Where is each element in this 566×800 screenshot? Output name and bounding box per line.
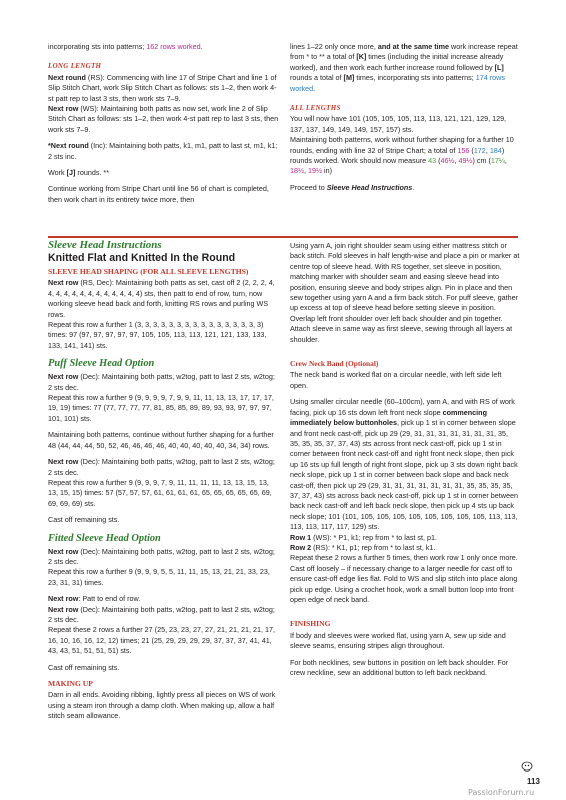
variable: [J] [66, 168, 76, 178]
paragraph-crew-pickup [290, 397, 520, 532]
section-title: Sleeve Head Instructions [48, 239, 162, 251]
paragraph-fitted-next-row-2 [48, 605, 280, 626]
paragraph-stitch-count: You will now have 101 (105, 105, 105, 113, 113, 121, 121, 129, 129, 137, 137, 149, 149, 149, 157, 157) sts. [290, 114, 507, 134]
text: times (including the initial increase already worked), and then work each further increase round followed by [290, 52, 504, 72]
paragraph-crew-intro: The neck band is worked flat on a circular needle, with left side left open. [290, 370, 502, 390]
long-length-heading: LONG LENGTH [48, 62, 102, 71]
text: lines 1–22 only once more, [290, 42, 378, 51]
paragraph-puff-next-row-2 [48, 457, 280, 478]
page-number: 113 [527, 777, 540, 786]
finishing-heading: FINISHING [290, 619, 331, 629]
paragraph-next-row [48, 104, 280, 135]
label: Next round [48, 72, 86, 82]
text: . [200, 42, 203, 51]
text: . [313, 83, 316, 93]
top-right-column [290, 42, 520, 199]
value-green: 43 [428, 156, 437, 166]
watermark: PassionForum.ru [468, 788, 535, 797]
text: work increase repeat from * to ** a total of [290, 42, 518, 62]
label: Next row [48, 372, 79, 382]
rows-count-highlight: 174 rows worked [290, 73, 505, 93]
paragraph-row-1 [290, 533, 520, 543]
text: , [454, 156, 459, 166]
paragraph-fitted-next-row [48, 547, 280, 568]
text: (RS): Commencing with line 17 of Stripe Chart and line 1 of Slip Stitch Chart, work Slip Stitch Chart as follows: sts 1–2, then work 4-st patt rep to last 3 sts, then work sts 7–9. [48, 72, 277, 103]
text: in) [322, 166, 332, 176]
text: (Dec): Maintaining both patts, w2tog, patt to last 2 sts, w2tog; 2 sts dec. [48, 546, 275, 566]
value-blue: 172 [473, 145, 486, 155]
paragraph-maintaining [290, 135, 520, 177]
paragraph-shaping-next-row [48, 278, 280, 320]
link-sleeve-head: Sleeve Head Instructions [326, 182, 413, 192]
text: (Inc): Maintaining both patts, k1, m1, patt to last st, m1, k1; 2 sts inc. [48, 141, 278, 161]
paragraph-lines-1-22 [290, 42, 520, 94]
label: Row 2 [290, 542, 312, 552]
text: Using smaller circular needle (60–100cm), yarn A, and with RS of work facing, pick up 16 sts down left front neck slope [290, 397, 515, 417]
paragraph-fitted-cast-off: Cast off remaining sts. [48, 662, 120, 672]
paragraph-puff-repeat-2: Repeat this row a further 9 (9, 9, 9, 7, 9, 11, 11, 11, 11, 13, 13, 15, 13, 13, 15, 15) times: 57 (57, 57, 57, 61, 61, 61, 61, 65, 65, 65, 65, 65, 69, 69, 69, 69) sts. [48, 477, 272, 508]
text: ( [436, 156, 441, 166]
paragraph-row-repeat: Repeat these 2 rows a further 5 times, then work row 1 only once more. Cast off loosely – if necessary change to a larger needle for cast off to ensure cast-off edge lies flat. Fold to WS and slip stitch into place along pick up edge. Using a crochet hook, work a small button loop into front open edge of neck band. [290, 553, 518, 604]
paragraph-finishing-seams: If body and sleeves were worked flat, using yarn A, sew up side and sleeve seams, ensuring stripes align throughout. [290, 630, 506, 651]
sleeve-head-shaping-heading: SLEEVE HEAD SHAPING (FOR ALL SLEEVE LENGTHS) [48, 267, 249, 276]
paragraph-join-shoulder: Using yarn A, join right shoulder seam using either mattress stitch or back stitch. Fold sleeves in half length-wise and place a pin or marker at centre top of sleeve head. With RS together, set sleeve in position, matching marker with shoulder seam and easing sleeve head into position, ensuring sleeve and body stripes align. Pin in place and then sew together using yarn A and a firm back stitch. For puff sleeve, gather up excess at top of sleeve head before setting sleeve in position. Overlap left front shoulder over left back shoulder and pin together. Attach sleeve in same way as first sleeve, sewing through all layers at shoulder. [290, 241, 520, 344]
paragraph-making-up: Darn in all ends. Avoiding ribbing, lightly press all pieces on WS of work using a steam iron through a damp cloth. When making up, allow a half stitch seam allowance. [48, 690, 276, 721]
label: Next row [48, 278, 79, 288]
text: . [412, 182, 415, 192]
text: ( [469, 145, 474, 155]
section-divider [48, 236, 518, 238]
value-magenta: 156 [457, 145, 470, 155]
variable: [K] [356, 52, 367, 62]
sleeve-head-column [48, 239, 280, 728]
paragraph-fitted-patt [48, 594, 280, 604]
sheep-mascot-icon [520, 760, 534, 776]
label: Next row [48, 104, 79, 114]
label: Next row [48, 604, 79, 614]
paragraph-increase-round [48, 141, 280, 162]
puff-sleeve-title: Puff Sleeve Head Option [48, 358, 155, 370]
text: rounds a total of [290, 73, 344, 83]
value-magenta: 19½ [308, 166, 322, 176]
label: Row 1 [290, 532, 312, 542]
text: (WS): * P1, k1; rep from * to last st, p1. [311, 532, 437, 542]
text: (Dec): Maintaining both patts, w2tog, patt to last 2 sts, w2tog; 2 sts dec. [48, 457, 275, 477]
text: : Patt to end of row. [78, 594, 141, 604]
text: (WS): Maintaining both patts as now set, work line 2 of Slip Stitch Chart as follows: sts 1–2, then work 4-st patt rep to last 3 sts, then work sts 7–9. [48, 104, 279, 134]
paragraph-puff-cast-off: Cast off remaining sts. [48, 515, 120, 525]
text: Work [48, 168, 67, 178]
text: incorporating sts into patterns; [48, 42, 147, 51]
paragraph-puff-repeat: Repeat this row a further 9 (9, 9, 9, 9, 7, 9, 9, 11, 11, 13, 13, 17, 17, 17, 19, 19) times: 77 (77, 77, 77, 77, 81, 85, 85, 89, 89, 93, 93, 97, 97, 97, 101, 101) sts. [48, 393, 274, 423]
paragraph-work-rounds [48, 168, 280, 178]
text: Maintaining both patterns, work without further shaping for a further 10 rounds, ending with line 32 of Stripe Chart; a total of [290, 135, 514, 155]
paragraph-proceed [290, 183, 520, 193]
text: , [504, 156, 507, 166]
paragraph-fitted-repeat-2: Repeat these 2 rows a further 27 (25, 23, 23, 27, 27, 21, 21, 21, 21, 17, 16, 10, 16, 16, 12, 12) times; 21 (25, 29, 29, 29, 29, 37, 37, 37, 41, 41, 43, 43, 51, 51, 51, 51) sts. [48, 625, 275, 656]
paragraph-rows-worked-162 [48, 42, 280, 52]
assembly-column [290, 241, 520, 684]
emphasis: and at the same time [377, 42, 450, 51]
top-left-column [48, 42, 280, 211]
text: , [485, 145, 490, 155]
paragraph-shaping-repeat: Repeat this row a further 1 (3, 3, 3, 3, 3, 3, 3, 3, 3, 3, 3, 3, 3, 3, 3, 3) times: 97 (97, 97, 97, 97, 97, 105, 105, 113, 113, 121, 121, 133, 133, 133, 141, 141) sts. [48, 320, 267, 350]
emphasis: commencing immediately below buttonholes [290, 407, 487, 428]
value-magenta: 49½ [458, 156, 473, 166]
text: times, incorporating sts into patterns; [354, 73, 476, 83]
paragraph-puff-next-row [48, 372, 280, 393]
label: *Next round [48, 141, 89, 151]
text: Proceed to [290, 182, 327, 192]
fitted-sleeve-title: Fitted Sleeve Head Option [48, 532, 161, 544]
label: Next row [48, 546, 79, 556]
variable: [L] [494, 62, 504, 72]
text: (RS): * K1, p1; rep from * to last st, k1. [311, 542, 436, 552]
making-up-heading: MAKING UP [48, 679, 93, 688]
paragraph-fitted-repeat: Repeat this row a further 9 (9, 9, 9, 5, 5, 11, 11, 15, 13, 21, 21, 33, 23, 23, 31, 31) times. [48, 567, 270, 587]
paragraph-puff-maintaining: Maintaining both patterns, continue without further shaping for a further 48 (44, 44, 44, 50, 52, 46, 46, 46, 46, 40, 40, 40, 40, 40, 34, 34) rows. [48, 430, 274, 450]
paragraph-finishing-buttons: For both necklines, sew buttons in position on left back shoulder. For crew neckline, sew an additional button to left back neckband. [290, 657, 509, 678]
rows-count-highlight: 162 rows worked [146, 42, 201, 51]
text: ) rounds worked. Work should now measure [290, 145, 505, 166]
text: , [304, 166, 308, 176]
value-blue: 184 [489, 145, 502, 155]
label: Next row [48, 457, 79, 467]
all-lengths-heading: ALL LENGTHS [290, 104, 341, 113]
section-subtitle: Knitted Flat and Knitted In the Round [48, 252, 236, 264]
value-magenta: 46½ [440, 156, 455, 166]
text: ) cm ( [472, 156, 491, 166]
text: (Dec): Maintaining both patts, w2tog, patt to last 2 sts, w2tog; 2 sts dec. [48, 604, 275, 624]
value-green: 17¼ [490, 156, 505, 166]
text: (RS, Dec): Maintaining both patts as set, cast off 2 (2, 2, 2, 4, 4, 4, 4, 4, 4, 4, 4, 4, 4, 4, 4, 4) sts, then patt to end of row, turn, now working sleeve head back and forth, knitting RS rows and purling WS rows. [48, 278, 275, 319]
text: , pick up 1 st in corner between slope and front neck cast-off, pick up 29 (29, 31, 31, 31, 31, 31, 31, 31, 35, 35, 35, 35, 37, 37, 43) sts across front neck cast-off, pick up 1 st in corner between front neck cast-off and right front neck slope, then pick up 16 sts up full length of right front slope, pick up 3 sts down right back neck slope, pick up 1 st in corner between back slope and back neck cast-off, then pick up 29 (29, 31, 31, 31, 31, 31, 31, 31, 35, 35, 35, 35, 37, 37, 43) sts across back neck cast-off, pick up 1 st in corner between back neck cast-off and left back neck slope, then pick up 4 sts up back neck slope; 101 (101, 105, 105, 105, 105, 105, 105, 105, 105, 113, 113, 113, 113, 117, 117, 129) sts. [290, 418, 518, 532]
label: Next row [48, 594, 79, 604]
text: (Dec): Maintaining both patts, w2tog, patt to last 2 sts, w2tog; 2 sts dec. [48, 372, 275, 392]
paragraph-row-2 [290, 543, 520, 553]
variable: [M] [343, 73, 355, 83]
text: rounds. ** [75, 168, 109, 178]
value-magenta: 18½ [290, 166, 304, 176]
paragraph-next-round [48, 73, 280, 104]
paragraph-continue: Continue working from Stripe Chart until line 56 of chart is completed, then work chart in its entirety twice more, then [48, 184, 269, 204]
crew-neck-heading: Crew Neck Band (Optional) [290, 359, 379, 369]
